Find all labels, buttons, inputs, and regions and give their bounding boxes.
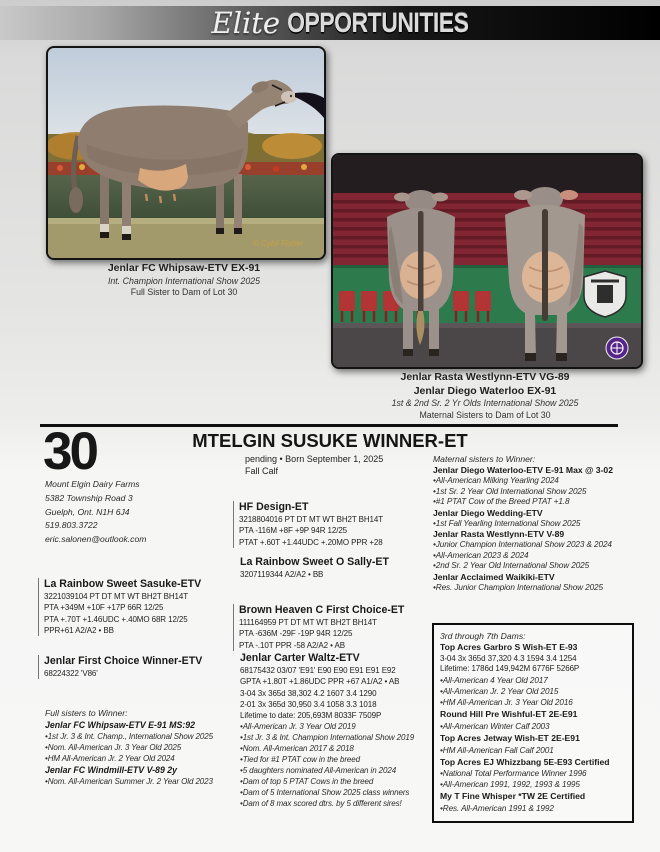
sire-name: La Rainbow Sweet Sasuke-ETV [44,578,202,590]
ped-data-line: PTAT +.60T +1.44UDC +.20MO PPR +28 [239,537,383,547]
caption-whipsaw [36,262,332,298]
dam-name: Top Acres Garbro S Wish-ET E-93 [440,642,578,653]
award-bullet: •All-American Winter Calf 2003 [440,722,550,731]
award-bullet: •Nom. All-American Jr. 3 Year Old 2025 [45,743,182,753]
dam-name: Top Acres EJ Whizzbang 5E-E93 Certified [440,756,610,767]
further-dams-heading: 3rd through 7th Dams: [440,631,526,641]
maternal-sisters-heading: Maternal sisters to Winner: [433,454,536,464]
ped-data-line: 3221039104 PT DT MT WT BH2T BH14T [44,592,189,602]
caption-animal-name: Jenlar FC Whipsaw-ETV EX-91 [107,262,261,274]
photo-whipsaw [46,46,326,260]
section-divider [40,424,618,427]
sister-name: Jenlar FC Windmill-ETV V-89 2y [45,765,178,776]
arena-shield-logo [584,271,626,317]
award-bullet: •5 daughters nominated All-American in 2024 [240,766,397,776]
award-bullet: •Nom. All-American Summer Jr. 2 Year Old 2023 [45,777,213,787]
brand-script-text: Elite [211,5,281,40]
lot-calf-type: Fall Calf [245,466,279,477]
award-bullet: •Res. All-American 1991 & 1992 [440,804,554,814]
consignor-email[interactable]: eric.salonen@outlook.com [45,534,147,544]
lot-status-line: pending • Born September 1, 2025 [245,454,384,464]
dam-name: Top Acres Jetway Wish-ET 2E-E91 [440,733,580,744]
award-bullet: •Dam of 8 max scored dtrs. by 5 different sires! [240,799,402,809]
sire-sire-block [233,501,434,548]
full-sisters-block [45,707,240,787]
further-dams-box [432,623,634,823]
dam-sire-block [233,604,434,651]
dam-name: Jenlar First Choice Winner-ETV [44,655,203,667]
award-bullet: •Nom. All-American 2017 & 2018 [240,744,354,754]
dam-name: My T Fine Whisper *TW 2E Certified [440,791,586,802]
award-bullet: •HM All-American Fall Calf 2001 [440,745,554,755]
sire-dam-block [240,556,435,580]
award-bullet: •All-American 1991, 1992, 1993 & 1995 [440,780,580,790]
sister-name: Jenlar Rasta Westlynn-ETV V-89 [433,529,565,540]
ped-data-line: 3218804016 PT DT MT WT BH2T BH14T [239,515,384,525]
award-bullet: •Tied for #1 PTAT cow in the breed [240,755,360,765]
award-bullet: •All-American Milking Yearling 2024 [433,476,559,486]
caption-award: 1st & 2nd Sr. 2 Yr Olds International Show 2025 [391,398,579,409]
lactation-record: 2-01 3x 365d 30,950 3.4 1058 3.3 1018 [240,699,377,709]
photographer-credit: © Cybil Fisher [253,239,304,248]
consignor-name: Mount Elgin Dairy Farms [45,479,140,489]
consignor-address-line: Guelph, Ont. N1H 6J4 [45,506,130,517]
award-bullet: •National Total Performance Winner 1996 [440,769,587,779]
award-bullet: •All-American 2023 & 2024 [433,550,529,560]
award-bullet: •1st Jr. 3 & Int. Champ., International Show 2025 [45,732,213,742]
sire-sire-name: HF Design-ET [239,501,309,513]
ped-data-line: 111164959 PT DT MT WT BH2T BH14T [239,618,377,628]
ped-data-line: PTA +349M +10F +17P 66R 12/25 [44,603,164,613]
consignor-contact [45,478,146,547]
award-bullet: •All-American Jr. 2 Year Old 2015 [440,687,559,697]
award-bullet: •2nd Sr. 2 Year Old International Show 2025 [433,561,590,571]
lot-status [245,453,383,477]
lifetime-record: Lifetime to date: 205,693M 8033F 7509P [240,710,382,720]
brand-lockup [211,5,469,40]
award-bullet: •Dam of 5 International Show 2025 class winners [240,788,410,798]
caption-animal-name: Jenlar Diego Waterloo EX-91 [413,384,557,397]
award-bullet: •Junior Champion International Show 2023 & 2024 [433,540,612,550]
brand-caps-text: OPPORTUNITIES [287,5,469,38]
award-bullet: •Dam of top 5 PTAT Cows in the breed [240,777,374,787]
award-bullet: •1st Fall Yearling International Show 2025 [433,518,581,528]
cow-side-profile-illustration [48,48,324,258]
award-bullet: •1st Jr. 3 & Int. Champion International Show 2019 [240,733,415,743]
award-bullet: •HM All-American Jr. 2 Year Old 2024 [45,754,175,764]
award-bullet: •HM All-American Jr. 3 Year Old 2016 [440,698,573,708]
dam-block [38,655,234,679]
consignor-address-line: 5382 Township Road 3 [45,492,133,503]
caption-award: Int. Champion International Show 2025 [107,275,261,286]
caption-animal-name: Jenlar Rasta Westlynn-ETV VG-89 [400,371,570,383]
dam-sire-name: Brown Heaven C First Choice-ET [239,604,405,616]
ped-data-line: GPTA +1.80T +1.86UDC PPR +67 A1/A2 • AB [240,677,400,687]
ped-data-line: PPR+61 A2/A2 • BB [44,625,114,635]
sire-block [38,578,234,636]
ped-data-line: PTA +.70T +1.46UDC +.40MO 68R 12/25 [44,614,188,624]
lot-title: MTELGIN SUSUKE WINNER-ET [192,430,468,451]
lactation-record: 3-04 3x 365d 37,320 4.3 1594 3.4 1254 [440,653,577,663]
sire-dam-name: La Rainbow Sweet O Sally-ET [240,556,389,568]
ped-data-line: 3207119344 A2/A2 • BB [240,570,324,580]
cow-rear-view-illustration [333,155,641,367]
sister-name: Jenlar Diego Wedding-ETV [433,507,543,518]
dam-name: Round Hill Pre Wishful-ET 2E-E91 [440,709,578,720]
award-bullet: •#1 PTAT Cow of the Breed PTAT +1.8 [433,497,570,507]
lifetime-record: Lifetime: 1786d 149,942M 6776F 5266P [440,664,580,674]
lactation-record: 3-04 3x 365d 38,302 4.2 1607 3.4 1290 [240,688,377,698]
caption-note: Full Sister to Dam of Lot 30 [130,287,238,298]
sister-name: Jenlar FC Whipsaw-ETV E-91 MS:92 [45,720,196,731]
consignor-phone: 519.803.3722 [45,520,98,531]
ped-data-line: 68175432 03/07 'E91' E90 E90 E91 E91 E92 [240,666,396,676]
purple-watermark-logo [606,337,628,359]
award-bullet: •All-American 4 Year Old 2017 [440,676,548,686]
ped-data-line: 68224322 'V86' [44,669,98,679]
maternal-sisters-block [433,453,651,593]
dam-dam-name: Jenlar Carter Waltz-ETV [240,652,360,664]
sister-name: Jenlar Diego Waterloo-ETV E-91 Max @ 3-02 [433,465,613,476]
award-bullet: •Res. Junior Champion International Show 2025 [433,582,603,592]
full-sisters-heading: Full sisters to Winner: [45,708,128,718]
ped-data-line: PTA -636M -29F -19P 94R 12/25 [239,629,353,639]
caption-westlynn-waterloo [321,371,649,421]
photo-westlynn-waterloo [331,153,643,369]
award-bullet: •1st Sr. 2 Year Old International Show 2025 [433,486,587,496]
sister-name: Jenlar Acclaimed Waikiki-ETV [433,571,555,582]
award-bullet: •All-American Jr. 3 Year Old 2019 [240,722,356,732]
lot-number: 30 [43,422,96,481]
ped-data-line: PTA -116M +8F +9P 94R 12/25 [239,526,348,536]
ped-data-line: PTA -.10T PPR -58 A2/A2 • AB [239,640,345,650]
dam-dam-block [240,652,435,809]
caption-note: Maternal Sisters to Dam of Lot 30 [419,409,551,420]
elite-opportunities-banner [0,6,660,40]
